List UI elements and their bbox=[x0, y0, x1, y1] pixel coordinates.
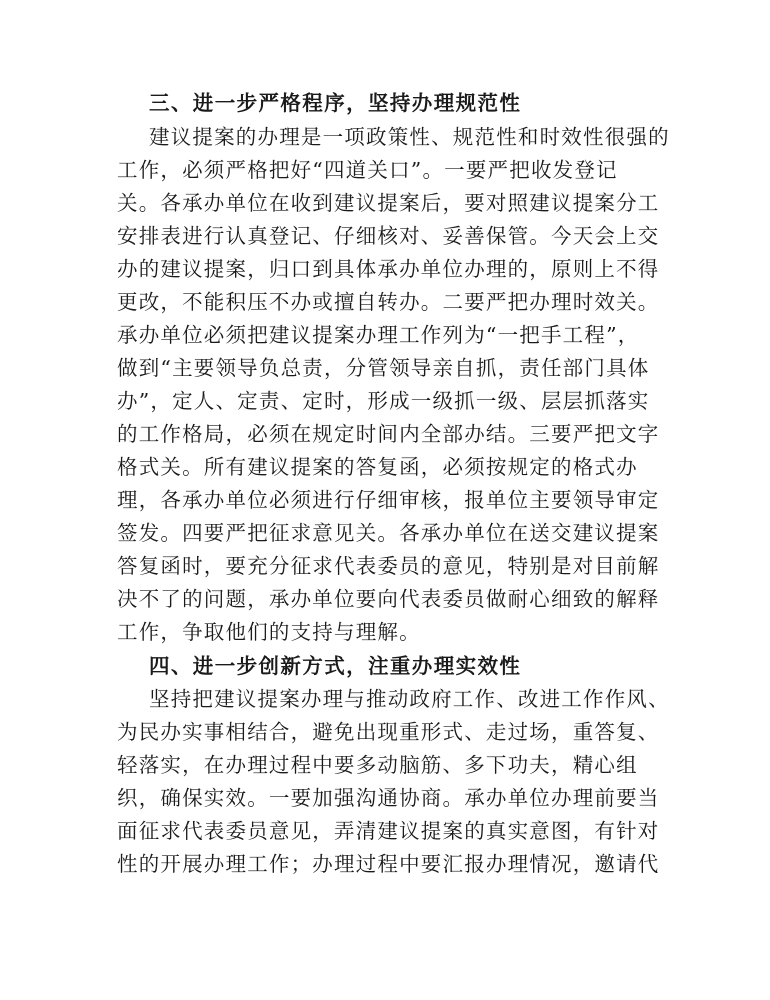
section-3-line-12: 理，各承办单位必须进行仔细审核，报单位主要领导审定 bbox=[117, 488, 660, 512]
section-3-line-13: 签发。四要严把征求意见关。各承办单位在送交建议提案 bbox=[117, 521, 660, 545]
section-4-line-4: 织，确保实效。一要加强沟通协商。承办单位办理前要当 bbox=[117, 786, 660, 810]
section-3-line-10: 的工作格局，必须在规定时间内全部办结。三要严把文字 bbox=[117, 422, 660, 446]
section-4-line-3: 轻落实，在办理过程中要多动脑筋、多下功夫，精心组 bbox=[117, 753, 638, 777]
section-3-line-4: 安排表进行认真登记、仔细核对、妥善保管。今天会上交 bbox=[117, 224, 660, 248]
section-3-heading: 三、进一步严格程序，坚持办理规范性 bbox=[149, 91, 522, 115]
section-3-line-14: 答复函时，要充分征求代表委员的意见，特别是对目前解 bbox=[117, 554, 660, 578]
section-4-line-5: 面征求代表委员意见，弄清建议提案的真实意图，有针对 bbox=[117, 819, 660, 843]
section-4-line-2: 为民办实事相结合，避免出现重形式、走过场，重答复、 bbox=[117, 720, 660, 744]
section-3-line-7: 承办单位必须把建议提案办理工作列为“一把手工程”， bbox=[117, 323, 640, 347]
section-3-line-9: 办”，定人、定责、定时，形成一级抓一级、层层抓落实 bbox=[117, 389, 650, 413]
section-4-line-6: 性的开展办理工作；办理过程中要汇报办理情况，邀请代 bbox=[117, 852, 660, 876]
section-3-line-3: 关。各承办单位在收到建议提案后，要对照建议提案分工 bbox=[117, 191, 660, 215]
section-3-line-8: 做到“主要领导负总责，分管领导亲自抓，责任部门具体 bbox=[117, 356, 650, 380]
section-3-line-11: 格式关。所有建议提案的答复函，必须按规定的格式办 bbox=[117, 455, 638, 479]
section-3-line-5: 办的建议提案，归口到具体承办单位办理的，原则上不得 bbox=[117, 257, 660, 281]
section-4-line-1: 坚持把建议提案办理与推动政府工作、改进工作作风、 bbox=[149, 687, 670, 711]
section-3-line-1: 建议提案的办理是一项政策性、规范性和时效性很强的 bbox=[149, 125, 670, 149]
section-3-line-6: 更改，不能积压不办或擅自转办。二要严把办理时效关。 bbox=[117, 290, 660, 314]
section-3-line-15: 决不了的问题，承办单位要向代表委员做耐心细致的解释 bbox=[117, 587, 660, 611]
section-3-line-2: 工作，必须严格把好“四道关口”。一要严把收发登记 bbox=[117, 158, 618, 182]
section-4-heading: 四、进一步创新方式，注重办理实效性 bbox=[149, 654, 522, 678]
section-3-line-16: 工作，争取他们的支持与理解。 bbox=[117, 620, 421, 644]
